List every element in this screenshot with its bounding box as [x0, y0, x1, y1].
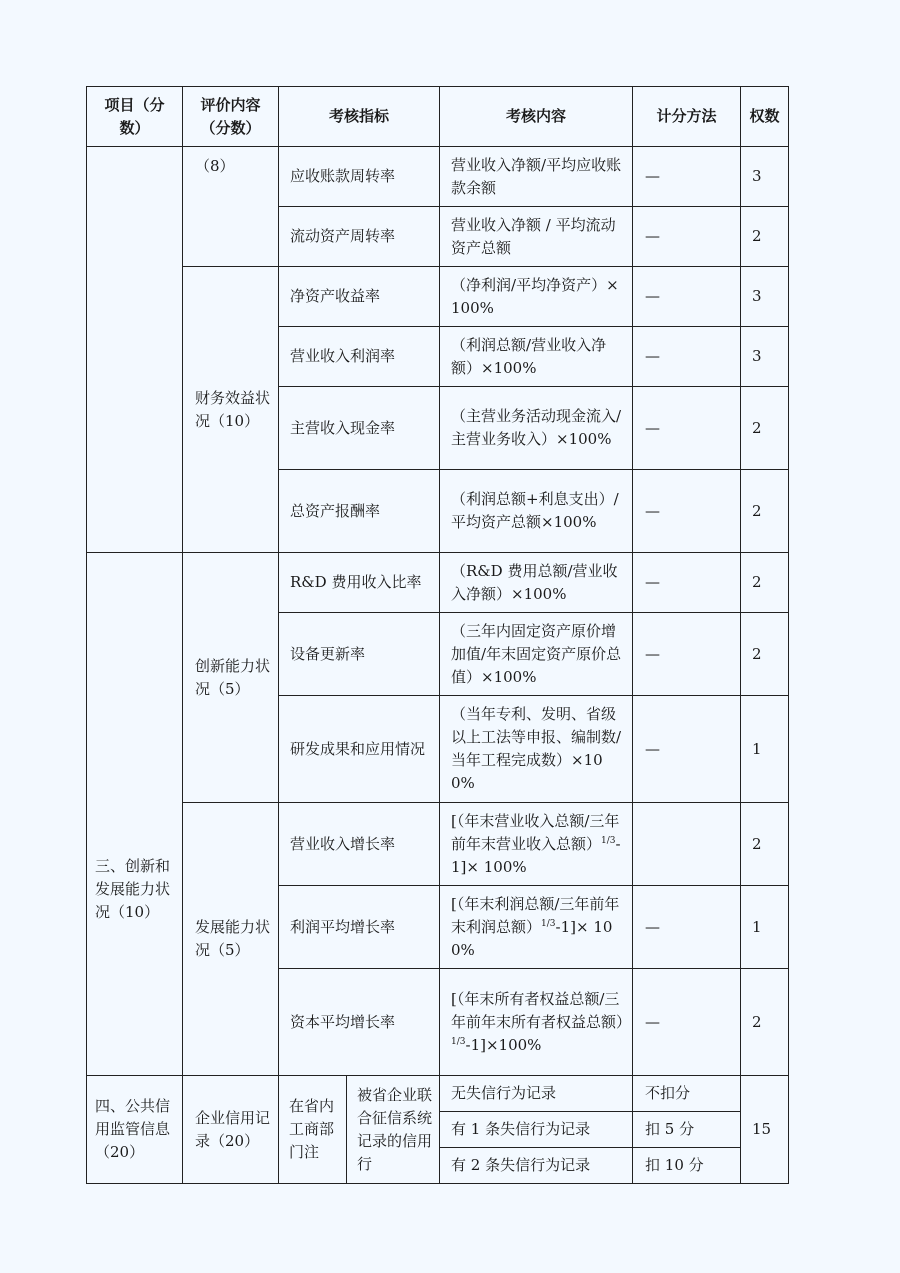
- detail-cell: （利润总额/营业收入净额）×100%: [440, 327, 633, 387]
- header-detail: 考核内容: [440, 87, 633, 147]
- item-public-credit: 四、公共信用监管信息（20）: [87, 1076, 183, 1184]
- credit-detail-cell: 有 2 条失信行为记录: [440, 1148, 633, 1184]
- table-row: [87, 147, 789, 207]
- metric-cell: 应收账款周转率: [279, 147, 440, 207]
- metric-cell: 总资产报酬率: [279, 470, 440, 553]
- credit-system-cell: 被省企业联合征信系统记录的信用行: [347, 1076, 440, 1184]
- header-metric: 考核指标: [279, 87, 440, 147]
- detail-cell: （R&D 费用总额/营业收入净额）×100%: [440, 553, 633, 613]
- method-cell: —: [633, 613, 741, 696]
- weight-cell: 3: [741, 147, 789, 207]
- detail-cell: [440, 803, 633, 886]
- credit-method-cell: 不扣分: [633, 1076, 741, 1112]
- weight-cell: 2: [741, 553, 789, 613]
- credit-detail-cell: 有 1 条失信行为记录: [440, 1112, 633, 1148]
- method-cell: —: [633, 387, 741, 470]
- metric-cell: 流动资产周转率: [279, 207, 440, 267]
- table-row: [87, 267, 789, 327]
- detail-cell: 营业收入净额 / 平均流动资产总额: [440, 207, 633, 267]
- header-content: 评价内容（分数）: [183, 87, 279, 147]
- header-row: [87, 87, 789, 147]
- credit-method-cell: 扣 5 分: [633, 1112, 741, 1148]
- content-group-financial: 财务效益状况（10）: [183, 267, 279, 553]
- method-cell: —: [633, 553, 741, 613]
- detail-cell: （主营业务活动现金流入/主营业务收入）×100%: [440, 387, 633, 470]
- detail-text: [（年末所有者权益总额/三年前年末所有者权益总额）: [451, 989, 632, 1031]
- metric-cell: 净资产收益率: [279, 267, 440, 327]
- weight-cell: 2: [741, 207, 789, 267]
- header-item: 项目（分数）: [87, 87, 183, 147]
- weight-cell: 3: [741, 267, 789, 327]
- metric-cell: 设备更新率: [279, 613, 440, 696]
- exponent: 1/3: [451, 1036, 466, 1047]
- detail-cell: （利润总额+利息支出）/平均资产总额×100%: [440, 470, 633, 553]
- weight-cell: 2: [741, 803, 789, 886]
- exponent: 1/3: [601, 835, 616, 846]
- item-blank-cell: [87, 147, 183, 553]
- detail-text: -1]× 100%: [451, 917, 613, 959]
- table-row: [87, 1076, 789, 1112]
- table-row: [87, 553, 789, 613]
- detail-cell: （当年专利、发明、省级以上工法等申报、编制数/当年工程完成数）×100%: [440, 696, 633, 803]
- detail-cell: （三年内固定资产原价增加值/年末固定资产原价总值）×100%: [440, 613, 633, 696]
- item-innovation: 三、创新和发展能力状况（10）: [87, 553, 183, 1076]
- method-cell: —: [633, 886, 741, 969]
- metric-cell: 资本平均增长率: [279, 969, 440, 1076]
- weight-cell: 1: [741, 696, 789, 803]
- detail-cell: 营业收入净额/平均应收账款余额: [440, 147, 633, 207]
- content-group-development: 发展能力状况（5）: [183, 803, 279, 1076]
- detail-cell: [440, 969, 633, 1076]
- metric-cell: 利润平均增长率: [279, 886, 440, 969]
- credit-source-cell: 在省内工商部门注: [279, 1076, 347, 1184]
- weight-cell: 2: [741, 613, 789, 696]
- metric-cell: R&D 费用收入比率: [279, 553, 440, 613]
- method-cell: —: [633, 207, 741, 267]
- content-group-innovation: 创新能力状况（5）: [183, 553, 279, 803]
- method-cell: —: [633, 969, 741, 1076]
- credit-method-cell: 扣 10 分: [633, 1148, 741, 1184]
- detail-text: [（年末利润总额/三年前年末利润总额）: [451, 894, 620, 936]
- method-cell: —: [633, 696, 741, 803]
- content-group-credit: 企业信用记录（20）: [183, 1076, 279, 1184]
- header-method: 计分方法: [633, 87, 741, 147]
- metric-cell: 研发成果和应用情况: [279, 696, 440, 803]
- method-cell: —: [633, 470, 741, 553]
- method-cell: —: [633, 147, 741, 207]
- detail-text: [（年末营业收入总额/三年前年末营业收入总额）: [451, 811, 620, 853]
- weight-cell: 1: [741, 886, 789, 969]
- weight-cell: 3: [741, 327, 789, 387]
- content-group-8: （8）: [183, 147, 279, 267]
- method-cell: —: [633, 267, 741, 327]
- weight-cell: 2: [741, 969, 789, 1076]
- credit-weight-cell: 15: [741, 1076, 789, 1184]
- table-row: [87, 803, 789, 886]
- detail-cell: [440, 886, 633, 969]
- method-cell: [633, 803, 741, 886]
- weight-cell: 2: [741, 470, 789, 553]
- credit-detail-cell: 无失信行为记录: [440, 1076, 633, 1112]
- exponent: 1/3: [541, 918, 556, 929]
- detail-cell: （净利润/平均净资产）×100%: [440, 267, 633, 327]
- detail-text: -1]× 100%: [451, 834, 621, 876]
- header-weight: 权数: [741, 87, 789, 147]
- evaluation-table: [86, 86, 789, 1184]
- weight-cell: 2: [741, 387, 789, 470]
- metric-cell: 营业收入增长率: [279, 803, 440, 886]
- metric-cell: 主营收入现金率: [279, 387, 440, 470]
- metric-cell: 营业收入利润率: [279, 327, 440, 387]
- method-cell: —: [633, 327, 741, 387]
- detail-text: -1]×100%: [465, 1035, 542, 1054]
